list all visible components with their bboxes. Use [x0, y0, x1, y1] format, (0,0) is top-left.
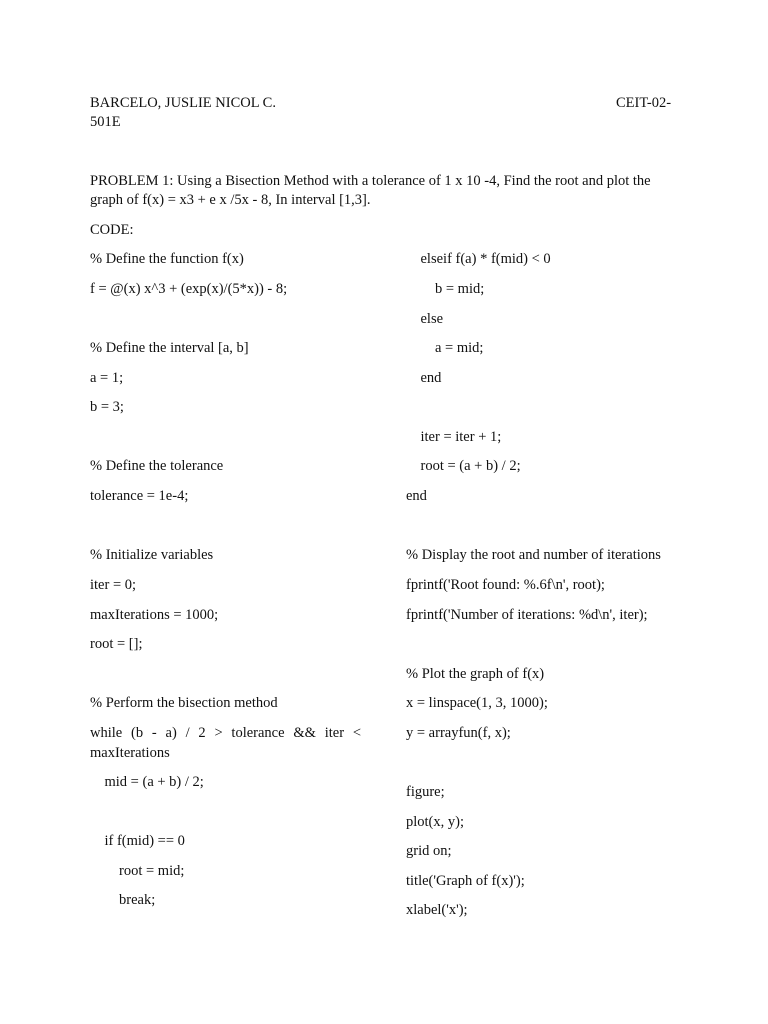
- code-line: b = 3;: [90, 399, 124, 415]
- code-line: xlabel('x');: [406, 902, 468, 918]
- problem-statement-line-2: graph of f(x) = x3 + e x /5x - 8, In interval [1,3].: [90, 192, 371, 208]
- code-line: root = mid;: [90, 863, 185, 879]
- code-line: iter = iter + 1;: [406, 429, 502, 445]
- code-line: if f(mid) == 0: [90, 833, 185, 849]
- code-line: end: [406, 370, 442, 386]
- code-line: root = (a + b) / 2;: [406, 458, 521, 474]
- code-line: tolerance = 1e-4;: [90, 488, 189, 504]
- section-code-continued: 501E: [90, 114, 121, 130]
- code-line: b = mid;: [406, 281, 485, 297]
- code-line: f = @(x) x^3 + (exp(x)/(5*x)) - 8;: [90, 281, 288, 297]
- code-line: x = linspace(1, 3, 1000);: [406, 695, 548, 711]
- code-line: a = 1;: [90, 370, 124, 386]
- code-line: fprintf('Root found: %.6f\n', root);: [406, 577, 605, 593]
- code-line: y = arrayfun(f, x);: [406, 725, 511, 741]
- code-line: fprintf('Number of iterations: %d\n', iter);: [406, 607, 648, 623]
- code-line: iter = 0;: [90, 577, 137, 593]
- code-line: % Perform the bisection method: [90, 695, 278, 711]
- code-line: % Plot the graph of f(x): [406, 666, 545, 682]
- code-line: % Define the interval [a, b]: [90, 340, 249, 356]
- code-label: CODE:: [90, 222, 134, 238]
- code-line: % Display the root and number of iterations: [406, 547, 661, 563]
- code-line: title('Graph of f(x)');: [406, 873, 525, 889]
- section-code: CEIT-02-: [616, 95, 672, 111]
- problem-statement-line-1: PROBLEM 1: Using a Bisection Method with a tolerance of 1 x 10 -4, Find the root and plot the: [90, 173, 651, 189]
- code-line: % Define the tolerance: [90, 458, 224, 474]
- code-line: a = mid;: [406, 340, 484, 356]
- code-line: break;: [90, 892, 156, 908]
- code-line-justified: while (b - a) / 2 > tolerance && iter <: [90, 725, 361, 741]
- code-line: root = [];: [90, 636, 143, 652]
- code-line: grid on;: [406, 843, 452, 859]
- code-line: else: [406, 311, 444, 327]
- code-line: mid = (a + b) / 2;: [90, 774, 204, 790]
- code-line: plot(x, y);: [406, 814, 464, 830]
- code-line: % Define the function f(x): [90, 251, 244, 267]
- code-line: maxIterations: [90, 745, 170, 761]
- code-line: maxIterations = 1000;: [90, 607, 219, 623]
- code-line: elseif f(a) * f(mid) < 0: [406, 251, 551, 267]
- code-line: % Initialize variables: [90, 547, 214, 563]
- author-name: BARCELO, JUSLIE NICOL C.: [90, 95, 276, 111]
- code-line: end: [406, 488, 427, 504]
- code-line: figure;: [406, 784, 445, 800]
